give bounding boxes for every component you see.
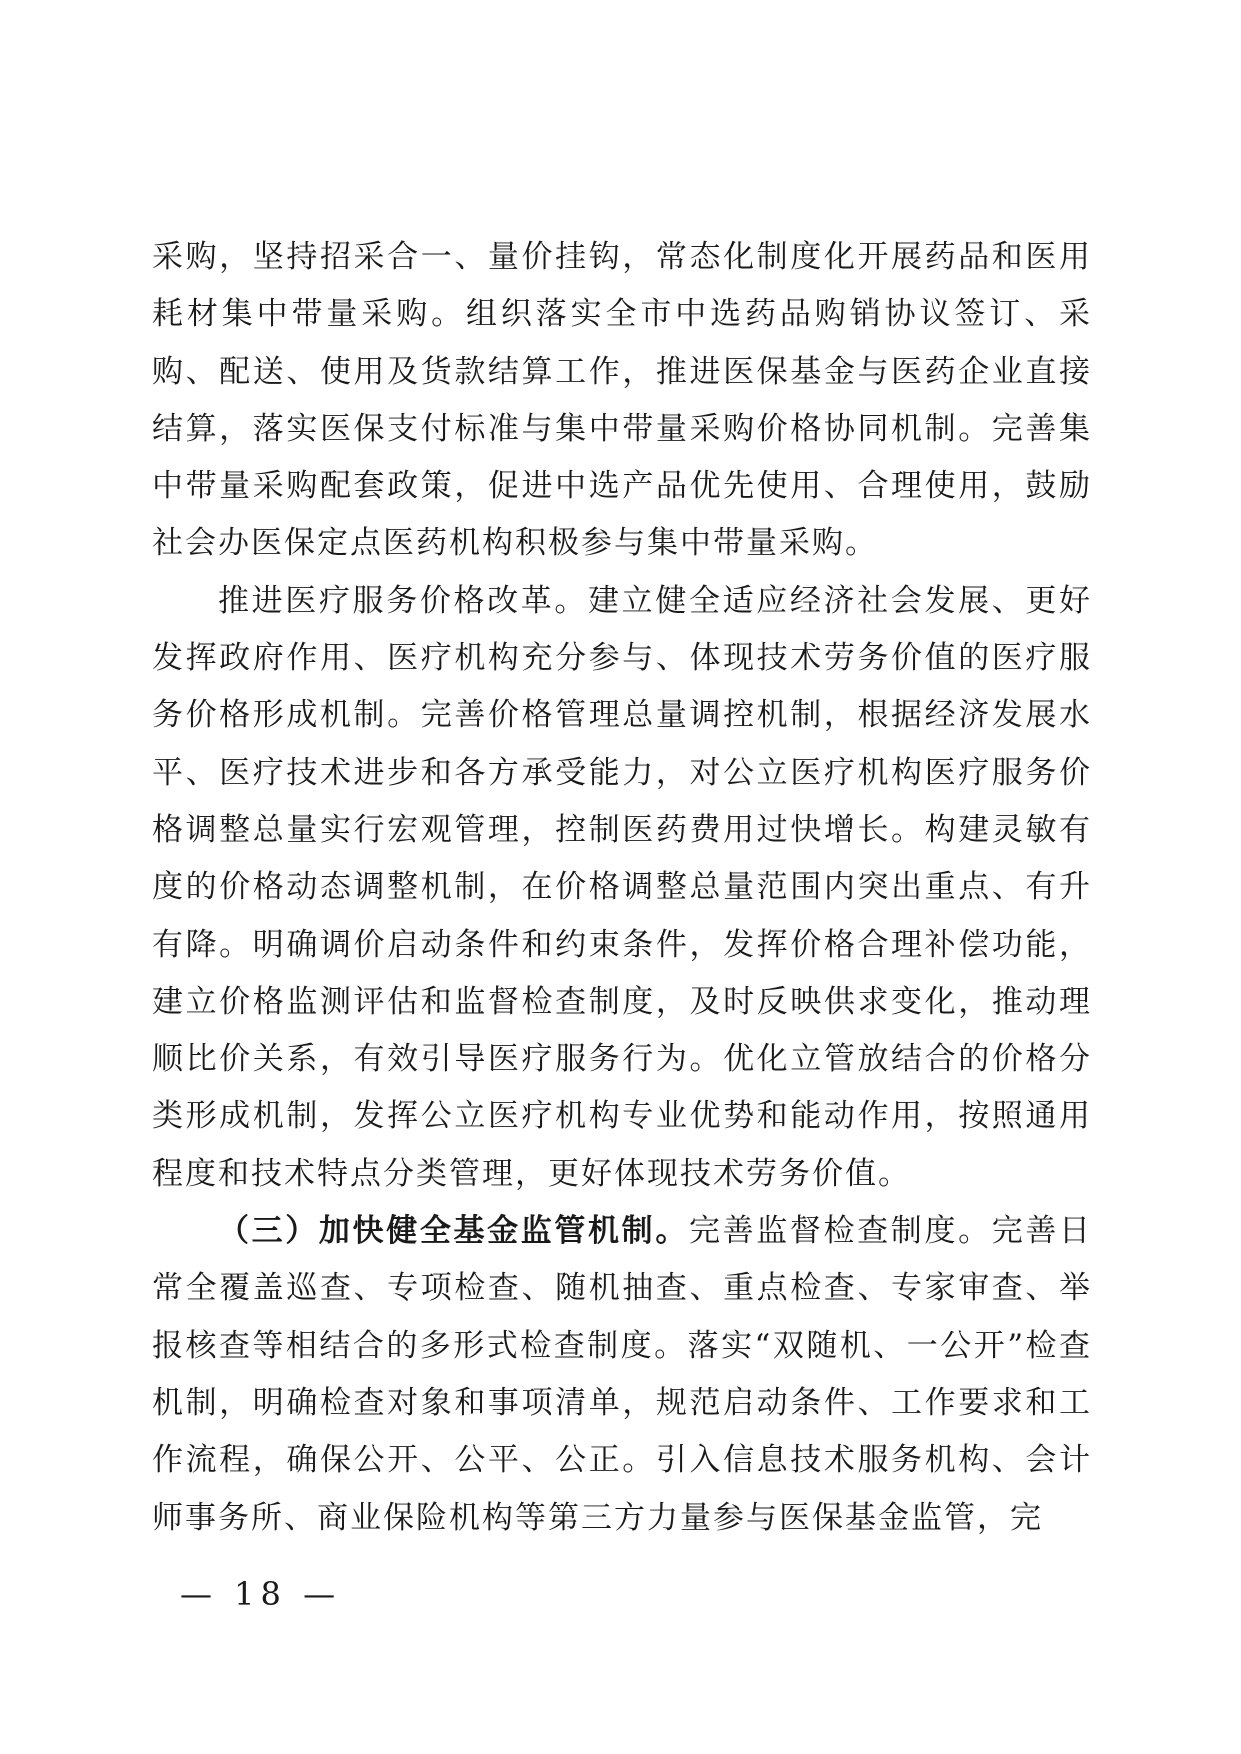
section-heading: （三）加快健全基金监管机制。 <box>218 1213 689 1250</box>
paragraph-2 <box>152 573 1092 1203</box>
paragraph-1 <box>152 229 1092 573</box>
paragraph-1-text: 采购，坚持招采合一、量价挂钩，常态化制度化开展药品和医用耗材集中带量采购。组织落实全市中选药品购销协议签订、采购、配送、使用及货款结算工作，推进医保基金与医药企业直接结算，落实医保支付标准与集中带量采购价格协同机制。完善集中带量采购配套政策，促进中选产品优先使用、合理使用，鼓励社会办医保定点医药机构积极参与集中带量采购。 <box>152 239 1092 562</box>
paragraph-2-text: 推进医疗服务价格改革。建立健全适应经济社会发展、更好发挥政府作用、医疗机构充分参与、体现技术劳务价值的医疗服务价格形成机制。完善价格管理总量调控机制，根据经济发展水平、医疗技术进步和各方承受能力，对公立医疗机构医疗服务价格调整总量实行宏观管理，控制医药费用过快增长。构建灵敏有度的价格动态调整机制，在价格调整总量范围内突出重点、有升有降。明确调价启动条件和约束条件，发挥价格合理补偿功能，建立价格监测评估和监督检查制度，及时反映供求变化，推动理顺比价关系，有效引导医疗服务行为。优化立管放结合的价格分类形成机制，发挥公立医疗机构专业优势和能动作用，按照通用程度和技术特点分类管理，更好体现技术劳务价值。 <box>152 582 1092 1192</box>
page-number: — 18 — <box>180 1575 342 1613</box>
paragraph-3 <box>152 1203 1092 1547</box>
body-text <box>152 229 1092 1547</box>
paragraph-3-text: 完善监督检查制度。完善日常全覆盖巡查、专项检查、随机抽查、重点检查、专家审查、举报核查等相结合的多形式检查制度。落实“双随机、一公开”检查机制，明确检查对象和事项清单，规范启动条件、工作要求和工作流程，确保公开、公平、公正。引入信息技术服务机构、会计师事务所、商业保险机构等第三方力量参与医保基金监管，完 <box>152 1213 1093 1536</box>
